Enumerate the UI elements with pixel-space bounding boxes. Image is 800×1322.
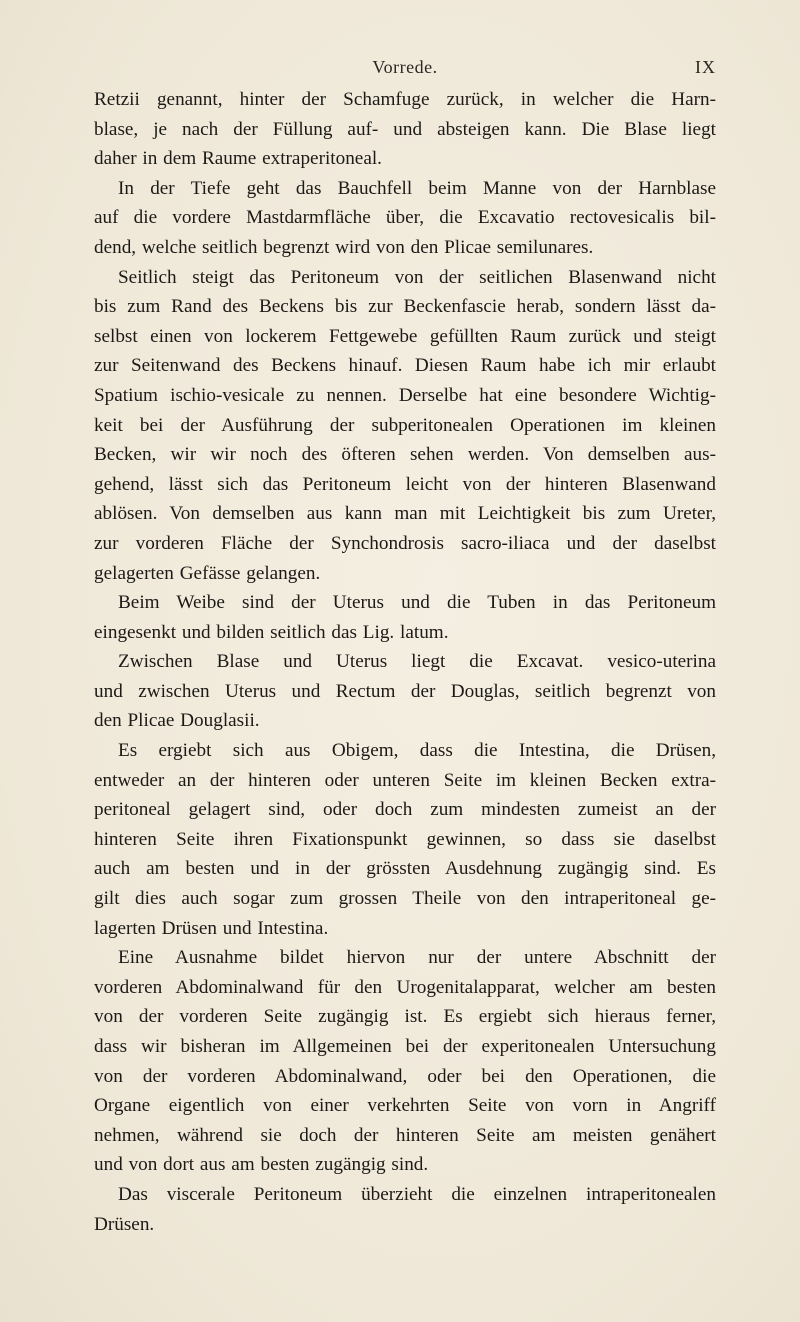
text-line: dass wir bisheran im Allgemeinen bei der experitonealen Untersuchung <box>94 1036 716 1057</box>
text-line: blase, je nach der Füllung auf- und absteigen kann. Die Blase liegt <box>94 118 716 140</box>
text-line: Eine Ausnahme bildet hiervon nur der untere Abschnitt der <box>118 947 716 969</box>
text-line: Beim Weibe sind der Uterus und die Tuben in das Peritoneum <box>118 592 716 614</box>
text-line: dend, welche seitlich begrenzt wird von den Plicae semilunares. <box>94 236 594 258</box>
text-line: Seitlich steigt das Peritoneum von der seitlichen Blasenwand nicht <box>118 266 716 288</box>
running-title: Vorrede. <box>372 57 438 77</box>
text-line: peritoneal gelagert sind, oder doch zum mindesten zumeist an der <box>94 799 716 821</box>
text-line: Drüsen. <box>94 1213 155 1235</box>
text-line: auch am besten und in der grössten Ausdehnung zugängig sind. Es <box>94 858 716 880</box>
text-line: zur vorderen Fläche der Synchondrosis sacro-iliaca und der daselbst <box>94 532 716 554</box>
text-line: Spatium ischio-vesicale zu nennen. Derselbe hat eine besondere Wichtig- <box>94 384 716 406</box>
text-line: vorderen Abdominalwand für den Urogenitalapparat, welcher am besten <box>94 976 716 998</box>
text-line: lagerten Drüsen und Intestina. <box>94 917 329 939</box>
text-line: In der Tiefe geht das Bauchfell beim Manne von der Harnblase <box>118 177 716 199</box>
text-line: von der vorderen Seite zugängig ist. Es ergiebt sich hieraus ferner, <box>94 1006 716 1028</box>
text-line: keit bei der Ausführung der subperitonealen Operationen im kleinen <box>94 414 716 436</box>
body-text <box>94 85 716 1239</box>
text-line: und zwischen Uterus und Rectum der Douglas, seitlich begrenzt von <box>94 680 716 702</box>
text-line: gilt dies auch sogar zum grossen Theile von den intraperitoneal ge- <box>94 888 716 910</box>
text-line: selbst einen von lockerem Fettgewebe gefüllten Raum zurück und steigt <box>94 325 716 347</box>
text-line: zur Seitenwand des Beckens hinauf. Diesen Raum habe ich mir erlaubt <box>94 355 716 377</box>
text-line: gelagerten Gefässe gelangen. <box>94 562 321 584</box>
text-line: und von dort aus am besten zugängig sind. <box>94 1154 429 1176</box>
text-line: auf die vordere Mastdarmfläche über, die Excavatio rectovesicalis bil- <box>94 207 716 229</box>
text-line: ablösen. Von demselben aus kann man mit Leichtigkeit bis zum Ureter, <box>94 503 716 525</box>
text-line: nehmen, während sie doch der hinteren Seite am meisten genähert <box>94 1124 716 1146</box>
text-line: daher in dem Raume extraperitoneal. <box>94 148 382 170</box>
running-head <box>94 57 716 87</box>
text-line: entweder an der hinteren oder unteren Seite im kleinen Becken extra- <box>94 769 716 791</box>
text-line: Zwischen Blase und Uterus liegt die Excavat. vesico-uterina <box>118 651 716 673</box>
page-number: IX <box>695 57 716 77</box>
text-line: bis zum Rand des Beckens bis zur Beckenfascie herab, sondern lässt da- <box>94 296 716 318</box>
text-line: Retzii genannt, hinter der Schamfuge zurück, in welcher die Harn- <box>94 89 716 110</box>
text-line: den Plicae Douglasii. <box>94 710 260 732</box>
text-line: Es ergiebt sich aus Obigem, dass die Intestina, die Drüsen, <box>118 740 716 762</box>
text-line: Becken, wir wir noch des öfteren sehen werden. Von demselben aus- <box>94 444 716 466</box>
text-line: eingesenkt und bilden seitlich das Lig. latum. <box>94 621 449 643</box>
text-line: von der vorderen Abdominalwand, oder bei den Operationen, die <box>94 1065 716 1087</box>
text-line: Das viscerale Peritoneum überzieht die einzelnen intraperitonealen <box>118 1183 716 1205</box>
text-line: hinteren Seite ihren Fixationspunkt gewinnen, so dass sie daselbst <box>94 828 716 850</box>
text-line: Organe eigentlich von einer verkehrten Seite von vorn in Angriff <box>94 1095 716 1117</box>
text-line: gehend, lässt sich das Peritoneum leicht von der hinteren Blasenwand <box>94 473 716 495</box>
